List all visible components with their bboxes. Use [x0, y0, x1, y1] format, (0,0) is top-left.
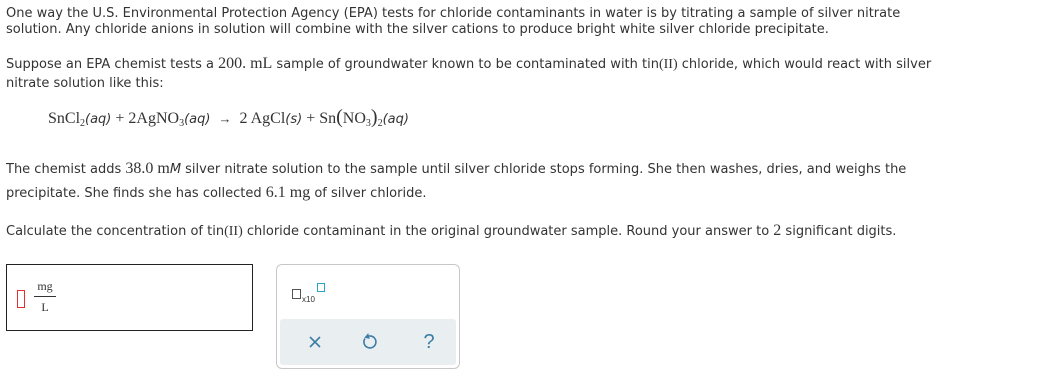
oxidation-state: (II)	[658, 57, 678, 72]
answer-input[interactable]	[17, 290, 25, 308]
setup-line-1	[6, 54, 931, 75]
scientific-notation-button[interactable]	[292, 280, 332, 304]
state-s: (s)	[285, 112, 303, 127]
state-aq: (aq)	[85, 112, 112, 127]
state-aq: (aq)	[382, 112, 409, 127]
setup-text-b: sample of groundwater known to be contaminated with tin	[272, 57, 659, 72]
reactant-sncl2: SnCl$_2$	[48, 110, 86, 129]
coefficient: 2	[128, 110, 137, 127]
question-text: Calculate the concentration of tin(II) chloride contaminant in the original groundwater sample. Round your answer to 2 significant digits.	[6, 222, 897, 239]
fraction-bar	[34, 296, 56, 297]
coefficient: 2	[239, 110, 248, 127]
precipitate-mass: 6.1 mg	[265, 184, 311, 201]
chemical-equation	[48, 106, 409, 129]
plus-sign: +	[115, 110, 125, 127]
tool-bar	[280, 319, 456, 365]
state-aq: (aq)	[184, 112, 211, 127]
setup-text-c: chloride, which would react with silver	[677, 57, 932, 72]
reaction-arrow-icon: →	[218, 111, 232, 126]
sig-figs: 2	[773, 222, 782, 239]
times-icon	[302, 329, 328, 355]
unit-fraction	[34, 279, 56, 314]
x10-label: x10	[302, 295, 315, 304]
product-sn-no3-2: $Sn(NO_3)_2$	[319, 106, 383, 129]
mantissa-box-icon	[292, 289, 301, 299]
clear-button[interactable]	[302, 329, 328, 355]
tool-panel	[276, 264, 460, 369]
exponent-box-icon	[317, 283, 325, 292]
intro-line-1: One way the U.S. Environmental Protection Agency (EPA) tests for chloride contaminants in water is by titrating a sample of silver nitrate	[6, 6, 901, 21]
unit-denominator: L	[41, 300, 49, 314]
help-icon: ?	[423, 331, 435, 353]
unit-numerator: mg	[37, 279, 53, 293]
titration-line-1: The chemist adds 38.0 mM silver nitrate solution to the sample until silver chloride stops forming. She then washes, dries, and weighs the	[6, 160, 907, 177]
plus-sign: +	[306, 110, 316, 127]
intro-line-2: solution. Any chloride anions in solution will combine with the silver cations to produce bright white silver chloride precipitate.	[6, 22, 829, 37]
undo-icon	[356, 329, 382, 355]
setup-text-a: Suppose an EPA chemist tests a	[6, 57, 219, 72]
undo-button[interactable]	[356, 329, 382, 355]
oxidation-state: (II)	[224, 224, 243, 239]
answer-box	[6, 264, 253, 331]
titrant-concentration: 38.0 m	[125, 160, 170, 177]
reactant-agno3: AgNO$_3$	[136, 110, 185, 129]
product-agcl: AgCl	[250, 110, 286, 127]
help-button[interactable]	[416, 329, 442, 355]
sample-volume: 200. mL	[218, 55, 273, 72]
titration-line-2: precipitate. She finds she has collected 6.1 mg of silver chloride.	[6, 184, 427, 201]
molar-unit: M	[169, 162, 182, 177]
setup-line-2: nitrate solution like this:	[6, 76, 164, 91]
